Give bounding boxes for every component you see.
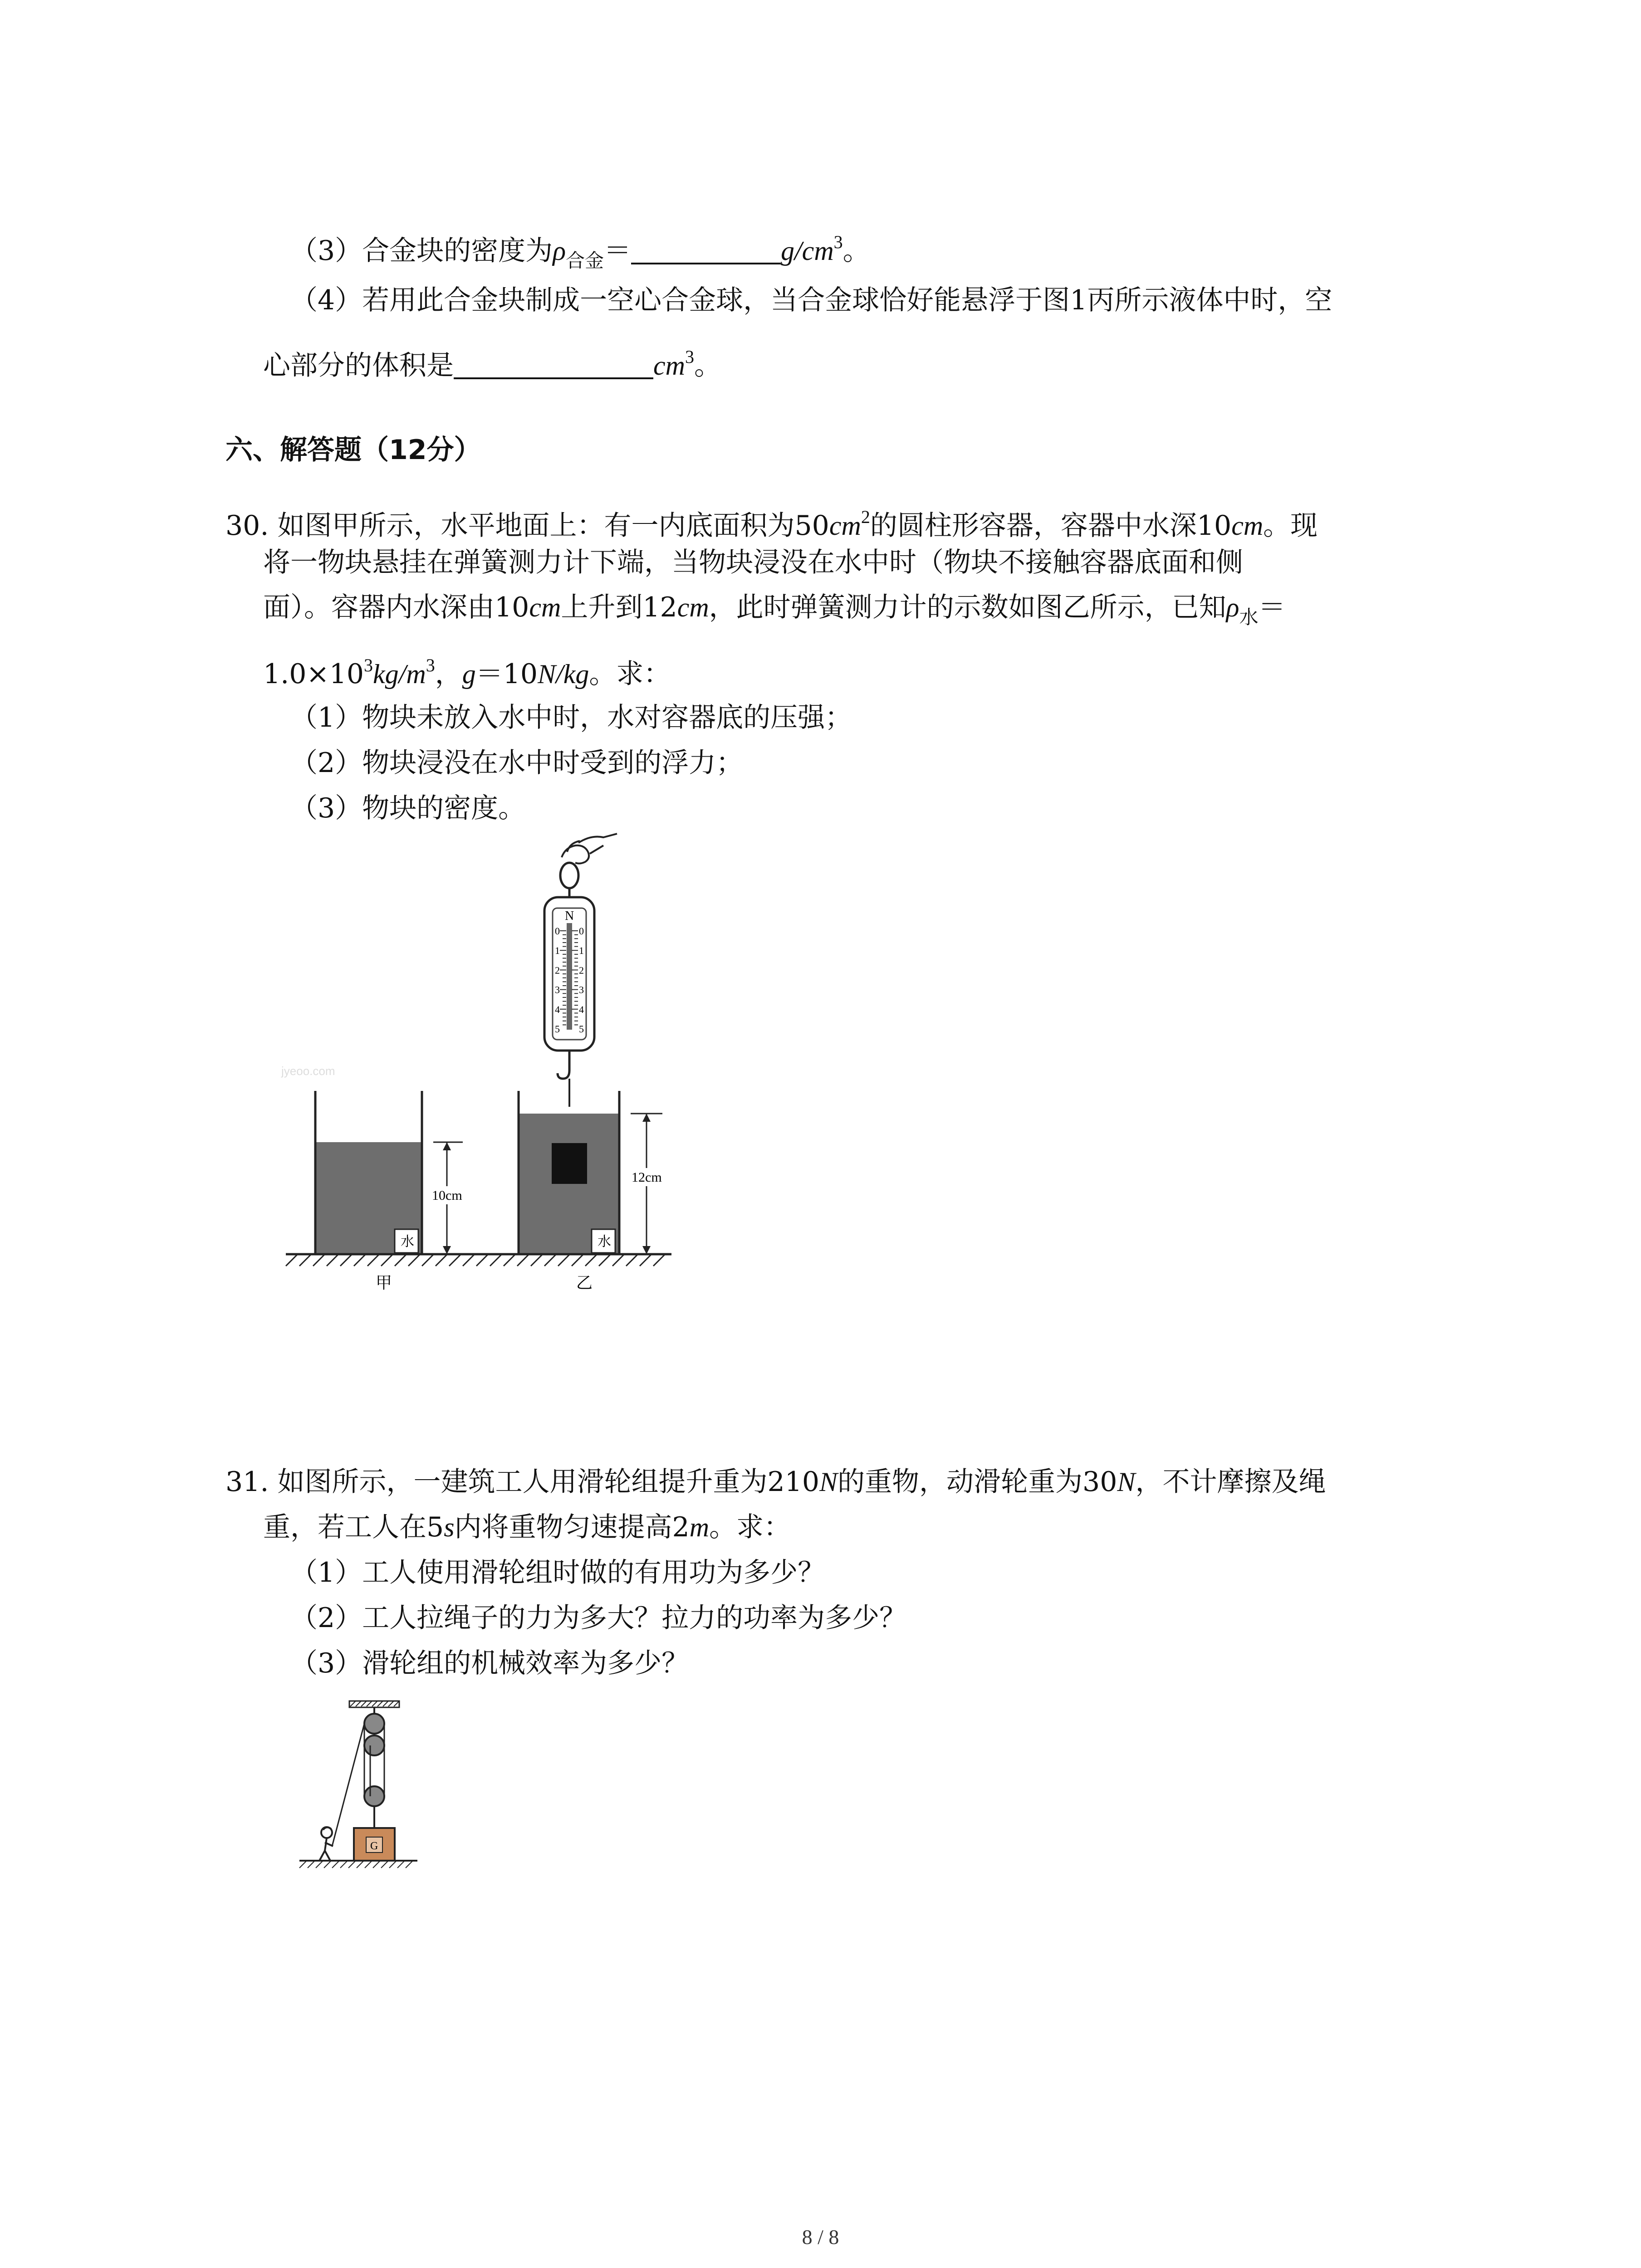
hatch-mark [332,1861,339,1868]
q31-sub1: （1）工人使用滑轮组时做的有用功为多少？ [290,1557,825,1589]
q31-line2: 重，若工人在5s内将重物匀速提高2m。求： [263,1511,791,1543]
q30-sub3: （3）物块的密度。 [290,792,526,824]
water-label-right: 水 [598,1234,611,1250]
q30-sub2: （2）物块浸没在水中时受到的浮力； [290,747,744,779]
hatch-mark [286,1254,298,1266]
scale-tick-label: 3 [579,984,584,996]
hatch-mark [531,1254,543,1266]
hatch-mark [626,1254,638,1266]
scale-tick-label: 0 [555,925,560,937]
hand-icon [562,834,617,864]
hatch-mark [504,1254,515,1266]
hatch-mark [299,1861,307,1868]
ground [286,1254,671,1266]
hatch-mark [612,1254,624,1266]
hatch-mark [367,1254,379,1266]
hatch-mark [381,1861,388,1868]
label-yi: 乙 [576,1274,593,1292]
q31-number: 31. [225,1466,269,1498]
scale-tick-label: 4 [579,1003,584,1015]
hatch-mark [476,1254,488,1266]
q31-sub2: （2）工人拉绳子的力为多大？拉力的功率为多少？ [290,1602,907,1634]
answer-blank-hollow-volume[interactable] [454,350,653,379]
scale-hook [558,1070,569,1079]
load-label: G [370,1840,378,1852]
hatch-mark [406,1861,413,1868]
hatch-mark [324,1861,331,1868]
scale-tick-label: 4 [555,1003,560,1015]
scale-tick-label: 2 [555,964,560,976]
q30-line4: $1.0\times 10^3kg/m^3$，g＝10N/kg。求： [263,655,671,690]
fixed-pulley-bottom [364,1735,384,1755]
hatch-mark [572,1254,583,1266]
hatch-mark [599,1254,611,1266]
hatch-mark [544,1254,556,1266]
scale-tick-label: 1 [555,945,560,957]
hatch-mark [395,1254,407,1266]
scale-tick-label: 1 [579,945,584,957]
dim-10cm: 10cm [432,1188,462,1203]
q29-part4-line1: （4）若用此合金块制成一空心合金球，当合金球恰好能悬浮于图1丙所示液体中时，空 [290,284,1332,316]
hatch-mark [340,1254,352,1266]
hatch-mark [308,1861,315,1868]
container-yi [519,1091,665,1254]
hatch-mark [408,1254,420,1266]
hatch-mark [463,1254,475,1266]
q30-line1: 30. 如图甲所示，水平地面上：有一内底面积为$50cm^2$的圆柱形容器，容器中水深10cm。现 [225,507,1318,542]
page-number: 8 / 8 [802,2225,839,2248]
q30-number: 30. [225,510,269,542]
scale-tick-label: 5 [555,1023,560,1035]
hatch-mark [381,1254,393,1266]
hatch-mark [348,1861,356,1868]
worker-icon [319,1827,333,1861]
dim-12cm: 12cm [632,1170,662,1185]
answer-blank-density[interactable] [631,235,781,264]
water-label-left: 水 [401,1234,414,1250]
hatch-mark [640,1254,652,1266]
hatch-mark [340,1861,348,1868]
hatch-mark [373,1861,380,1868]
q29-part4-line2: 心部分的体积是 $cm^3$。 [263,347,721,381]
scale-ring [560,863,578,888]
hatch-mark [313,1254,325,1266]
hatch-mark [436,1254,447,1266]
scale-tick-label: 0 [579,925,584,937]
spring-scale [544,897,594,1051]
scale-unit: N [565,909,574,923]
hatch-mark [357,1861,364,1868]
section-heading: 六、解答题（12分） [225,434,481,466]
q31-figure [281,1696,436,1887]
hatch-mark [397,1861,405,1868]
scale-tick-label: 2 [579,964,584,976]
q30-line3: 面）。容器内水深由10cm上升到12cm，此时弹簧测力计的示数如图乙所示，已知$\rho_水=$ [263,591,1286,628]
hatch-mark [327,1254,338,1266]
hatch-mark [365,1861,372,1868]
scale-tick-label: 5 [579,1023,584,1035]
hatch-mark [653,1254,665,1266]
hatch-mark [422,1254,434,1266]
q31-sub3: （3）滑轮组的机械效率为多少？ [290,1647,689,1679]
hatch-mark [299,1254,311,1266]
container-jia [315,1091,464,1254]
q30-line2: 将一物块悬挂在弹簧测力计下端，当物块浸没在水中时（物块不接触容器底面和侧 [263,547,1243,578]
hatch-mark [316,1861,323,1868]
q29-part3: （3）合金块的密度为$\rho_{合金}= g/cm^3$。 [290,232,870,272]
hatch-mark [585,1254,597,1266]
hatch-mark [449,1254,461,1266]
q30-sub1: （1）物块未放入水中时，水对容器底的压强； [290,702,852,733]
scale-tick-label: 3 [555,984,560,996]
fixed-pulley-top [364,1714,384,1734]
watermark: jyeoo.com [281,1064,335,1078]
moving-pulley [364,1786,384,1806]
q30-figure [272,830,690,1293]
hatch-mark [558,1254,570,1266]
hatch-mark [517,1254,529,1266]
hatch-mark [354,1254,366,1266]
label-jia: 甲 [376,1274,392,1292]
block [552,1143,587,1184]
hatch-mark [490,1254,502,1266]
q31-line1: 31. 如图所示，一建筑工人用滑轮组提升重为210N的重物，动滑轮重为30N，不计摩擦及绳 [225,1466,1326,1498]
hatch-mark [389,1861,397,1868]
